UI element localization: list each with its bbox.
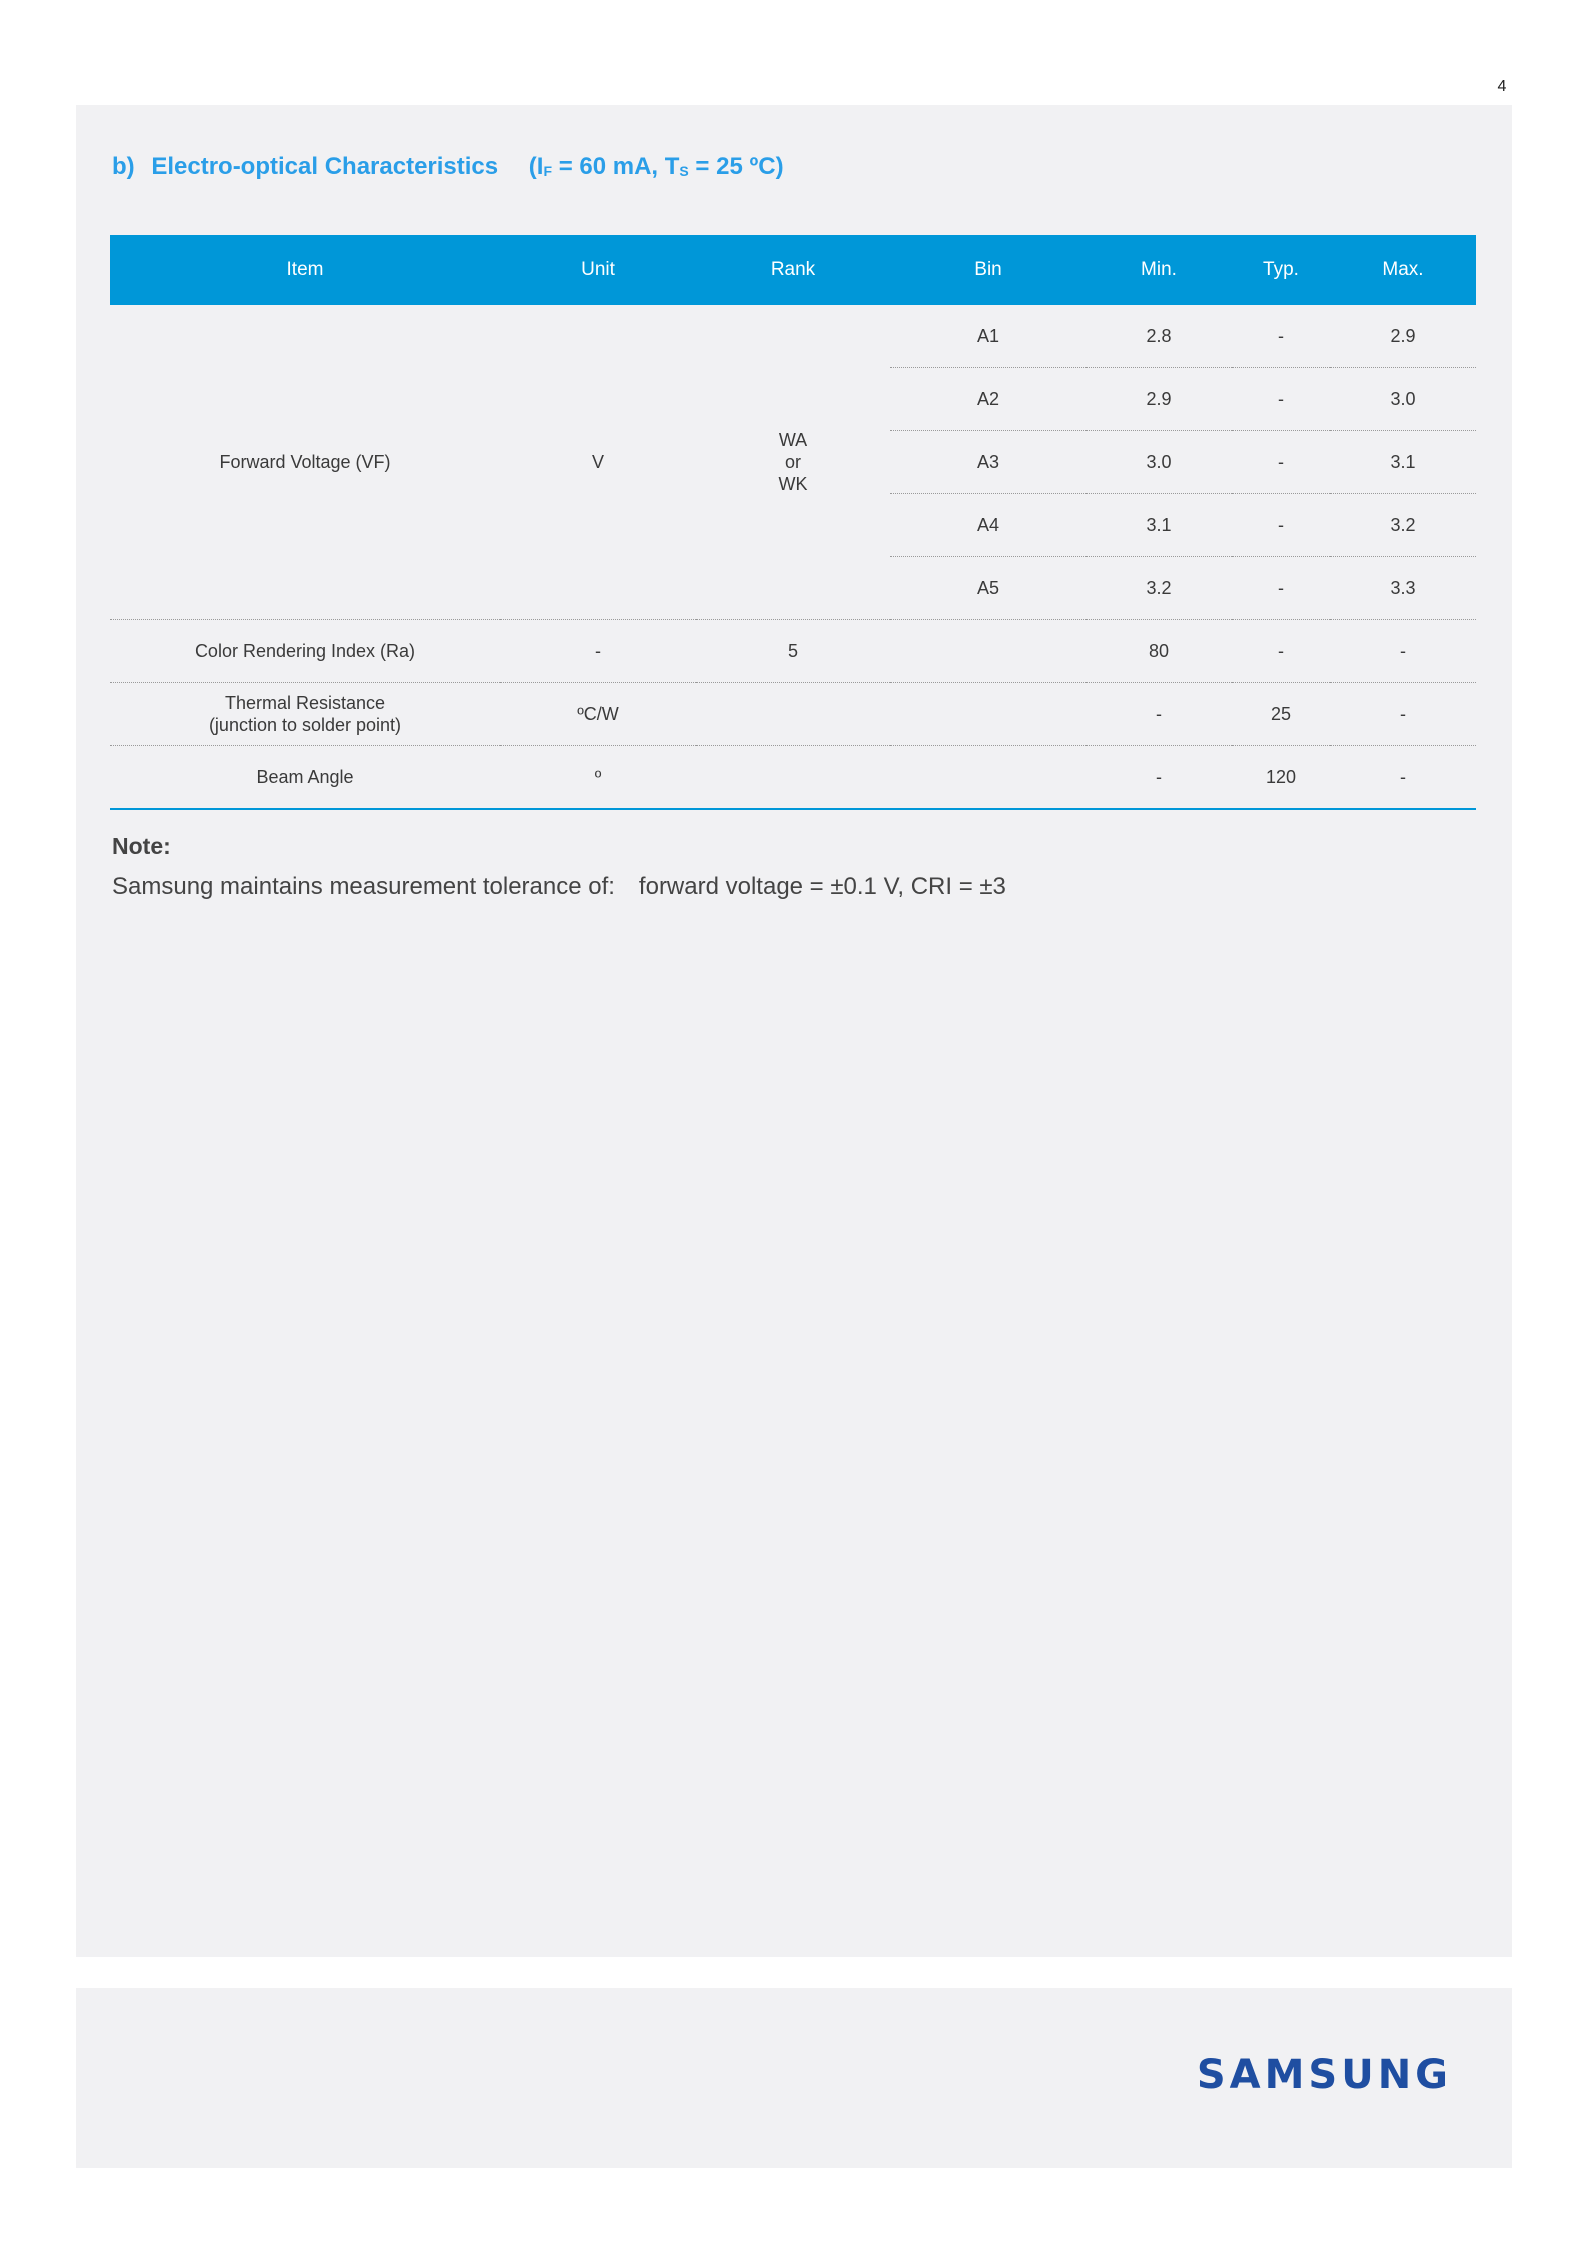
header-rank: Rank [770, 259, 816, 280]
min-cell: 3.0 [1086, 431, 1232, 494]
beam-rank [696, 746, 890, 810]
cri-rank: 5 [696, 620, 890, 683]
cri-min: 80 [1086, 620, 1232, 683]
condition-sub-f: F [543, 163, 553, 179]
rank-line: WA [778, 430, 808, 450]
content-panel [76, 105, 1512, 1957]
cri-item: Color Rendering Index (Ra) [110, 620, 500, 683]
bin-cell: A4 [890, 494, 1086, 557]
condition-sub-s: S [679, 163, 689, 179]
condition-part: (I [528, 153, 544, 180]
rank-line: WK [778, 474, 808, 494]
page-number: 4 [1497, 78, 1507, 95]
table-row [110, 620, 1476, 683]
table-row [110, 746, 1476, 810]
header-typ: Typ. [1263, 259, 1299, 280]
typ-cell: - [1232, 368, 1330, 431]
header-max: Max. [1382, 259, 1424, 280]
bin-cell: A5 [890, 557, 1086, 620]
thermal-max: - [1330, 683, 1476, 746]
cri-max: - [1330, 620, 1476, 683]
min-cell: 3.2 [1086, 557, 1232, 620]
header-item: Item [286, 259, 324, 280]
typ-cell: - [1232, 557, 1330, 620]
note-text-a: Samsung maintains measurement tolerance of: [112, 873, 615, 900]
test-condition [529, 153, 784, 180]
bin-cell: A2 [890, 368, 1086, 431]
samsung-logo: SAMSUNG [1196, 2052, 1452, 2098]
min-cell: 3.1 [1086, 494, 1232, 557]
bin-cell: A3 [890, 431, 1086, 494]
thermal-item-line: Thermal Resistance [224, 693, 386, 713]
cri-typ: - [1232, 620, 1330, 683]
header-min: Min. [1141, 259, 1177, 280]
beam-max: - [1330, 746, 1476, 810]
section-title-text: Electro-optical Characteristics [151, 153, 499, 180]
min-cell: 2.8 [1086, 305, 1232, 368]
beam-item: Beam Angle [110, 746, 500, 810]
header-unit: Unit [581, 259, 615, 280]
thermal-unit: ºC/W [500, 683, 696, 746]
cri-bin [890, 620, 1086, 683]
section-title [112, 153, 784, 181]
min-cell: 2.9 [1086, 368, 1232, 431]
typ-cell: - [1232, 494, 1330, 557]
bin-cell: A1 [890, 305, 1086, 368]
rank-line: or [784, 452, 801, 472]
table-row [110, 683, 1476, 746]
max-cell: 3.3 [1330, 557, 1476, 620]
forward-voltage-item: Forward Voltage (VF) [110, 305, 500, 620]
note-text [112, 873, 1006, 901]
beam-typ: 120 [1232, 746, 1330, 810]
beam-min: - [1086, 746, 1232, 810]
beam-unit: º [500, 746, 696, 810]
header-bin: Bin [974, 259, 1002, 280]
forward-voltage-rank [696, 305, 890, 620]
thermal-rank [696, 683, 890, 746]
thermal-item [110, 683, 500, 746]
table-header-row [110, 235, 1476, 305]
beam-bin [890, 746, 1086, 810]
cri-unit: - [500, 620, 696, 683]
max-cell: 3.2 [1330, 494, 1476, 557]
thermal-min: - [1086, 683, 1232, 746]
max-cell: 2.9 [1330, 305, 1476, 368]
table-row [110, 305, 1476, 368]
thermal-item-line: (junction to solder point) [208, 715, 402, 735]
max-cell: 3.1 [1330, 431, 1476, 494]
forward-voltage-unit: V [500, 305, 696, 620]
thermal-bin [890, 683, 1086, 746]
typ-cell: - [1232, 305, 1330, 368]
condition-part: = 60 mA, T [552, 153, 680, 180]
max-cell: 3.0 [1330, 368, 1476, 431]
characteristics-table [110, 235, 1476, 810]
section-label: b) [112, 153, 135, 180]
thermal-typ: 25 [1232, 683, 1330, 746]
note-text-b: forward voltage = ±0.1 V, CRI = ±3 [638, 873, 1006, 900]
note-title: Note: [112, 833, 171, 859]
typ-cell: - [1232, 431, 1330, 494]
footer-panel [76, 1988, 1512, 2168]
condition-part: = 25 ºC) [688, 153, 784, 180]
